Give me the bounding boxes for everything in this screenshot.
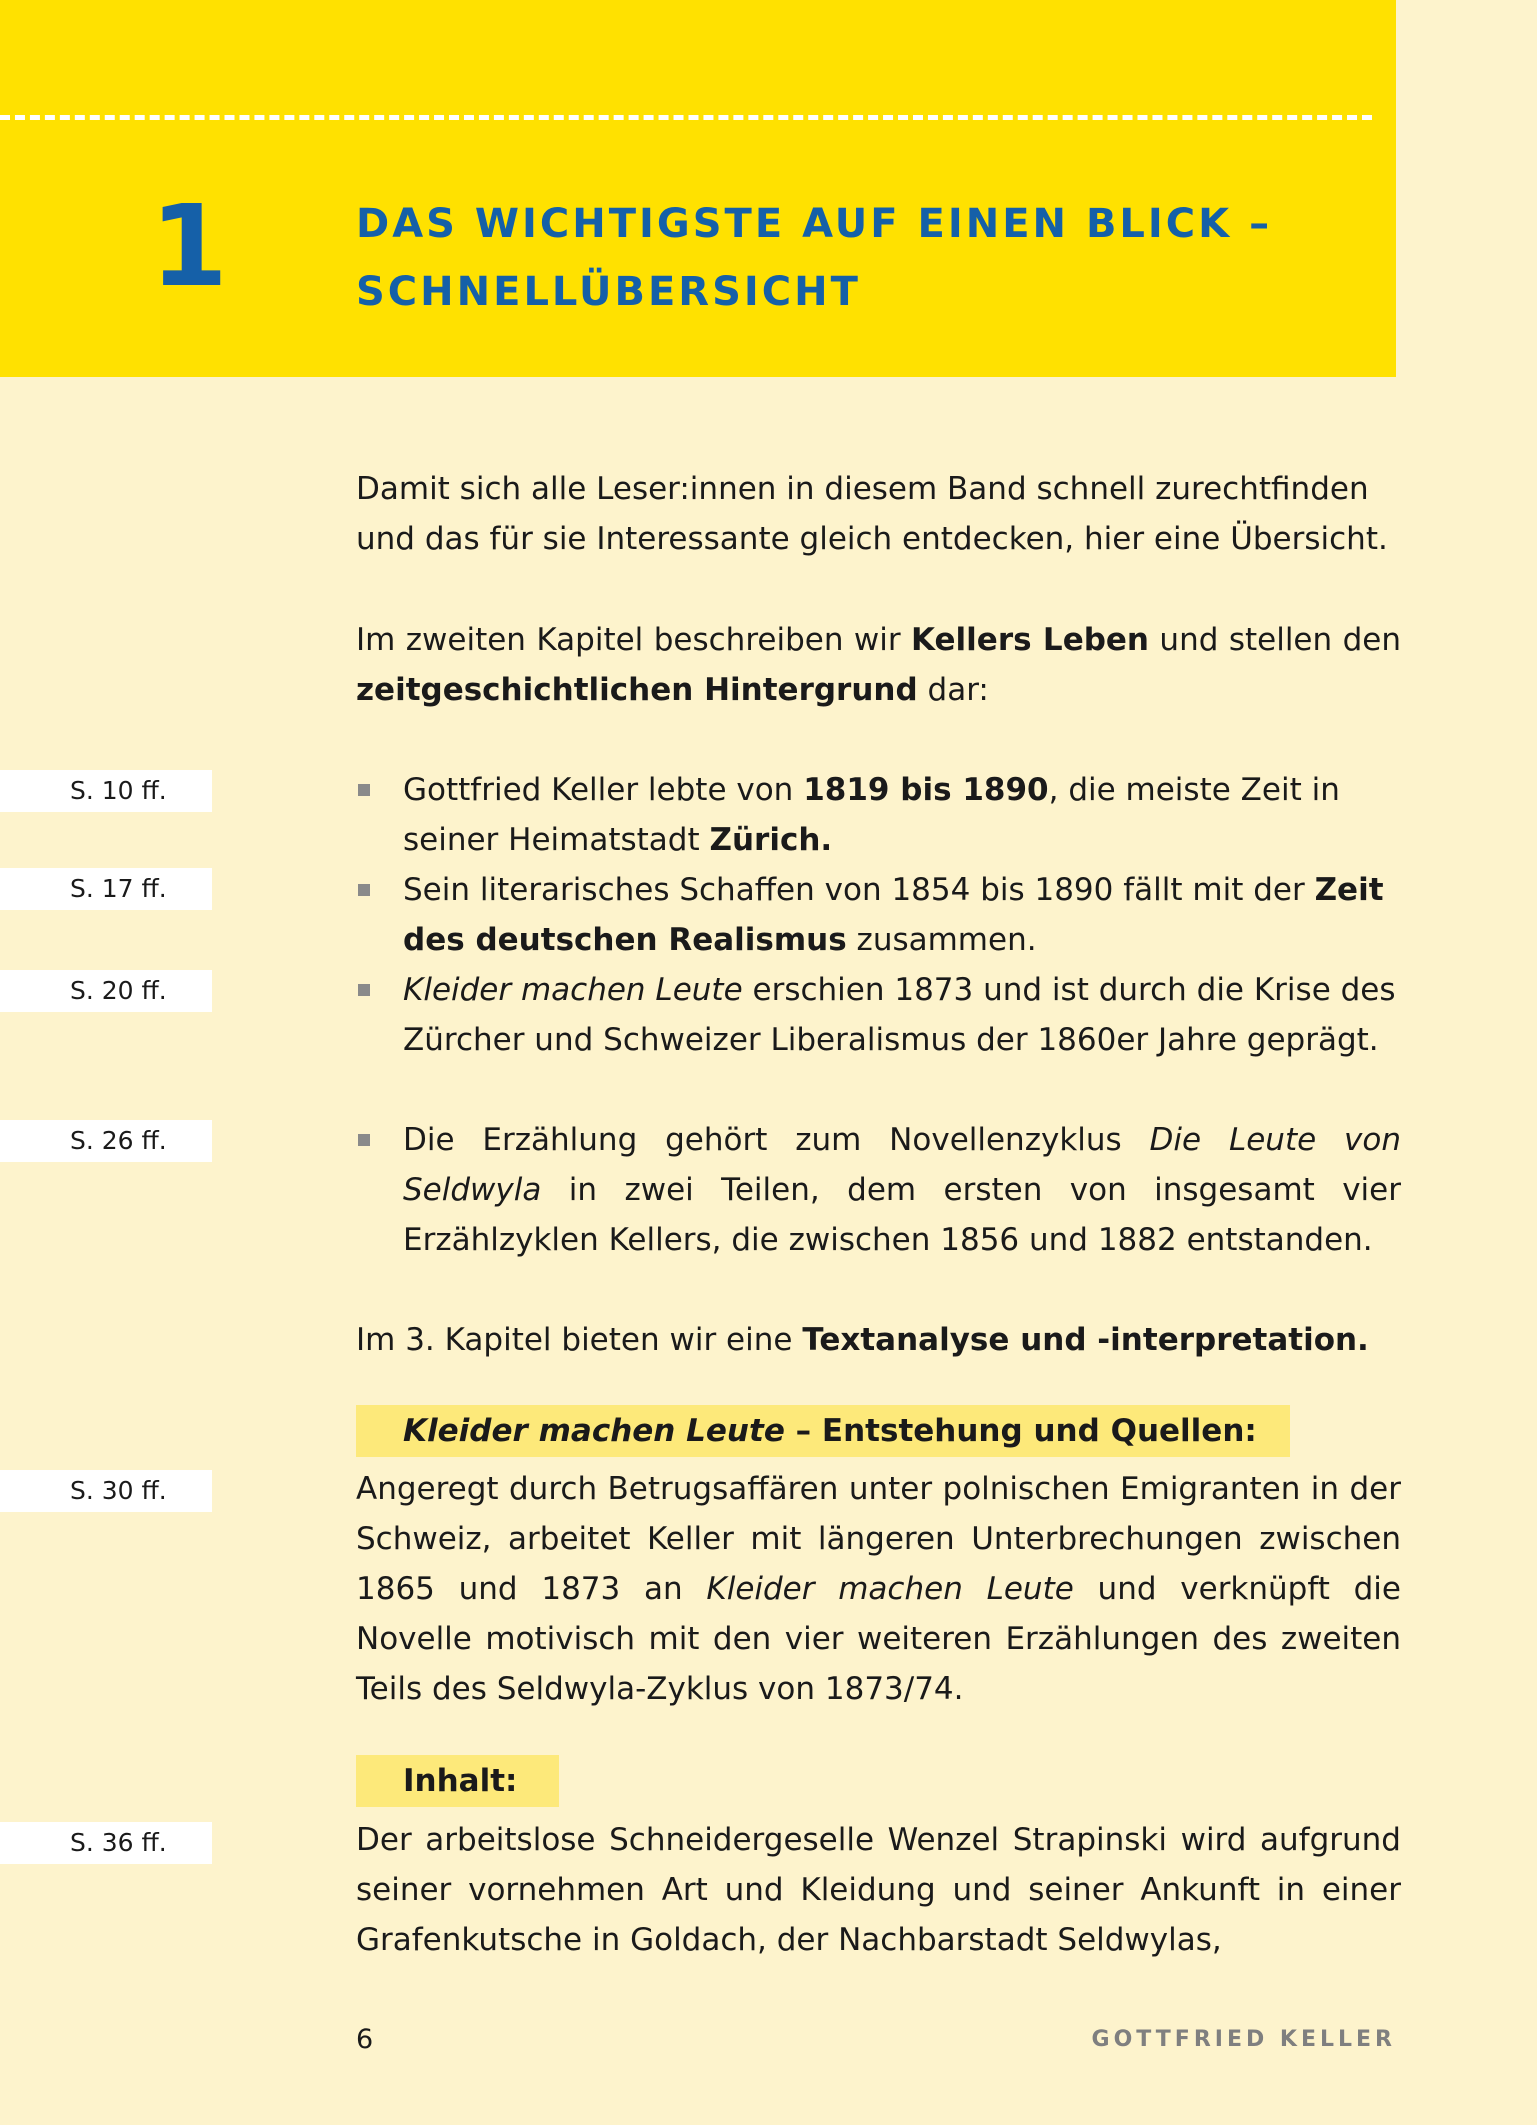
dashed-divider: [0, 115, 1372, 120]
chapter-title-line2: SCHNELLÜBERSICHT: [356, 269, 861, 315]
chapter-header: [0, 0, 1396, 377]
chapter-title: [356, 190, 1356, 326]
margin-page-ref: S. 17 ff.: [0, 868, 212, 910]
page-number: 6: [356, 2024, 374, 2055]
bullet-square-icon: [358, 884, 370, 896]
section-heading-origin: Kleider machen Leute – Entstehung und Quellen:: [356, 1405, 1290, 1457]
chapter-title-line1: DAS WICHTIGSTE AUF EINEN BLICK –: [356, 201, 1273, 247]
list-item: Kleider machen Leute erschien 1873 und ist durch die Krise des Zürcher und Schweizer Liberalismus der 1860er Jahre geprägt.: [356, 965, 1401, 1115]
content-paragraph: Der arbeitslose Schneidergeselle Wenzel Strapinski wird aufgrund seiner vornehmen Art und Kleidung und seiner Ankunft in einer Grafenkutsche in Goldach, der Nachbarstadt Seldwylas,: [356, 1822, 1401, 1958]
margin-page-ref: S. 10 ff.: [0, 770, 212, 812]
bullet-square-icon: [358, 784, 370, 796]
section-heading-content: Inhalt:: [356, 1755, 559, 1807]
margin-page-ref: S. 30 ff.: [0, 1470, 212, 1512]
margin-page-ref: S. 20 ff.: [0, 970, 212, 1012]
bullet-square-icon: [358, 1134, 370, 1146]
bullet-square-icon: [358, 984, 370, 996]
running-footer-author: GOTTFRIED KELLER: [1091, 2027, 1396, 2052]
list-item: Gottfried Keller lebte von 1819 bis 1890, die meiste Zeit in seiner Heimatstadt Zürich.: [356, 765, 1401, 865]
margin-page-ref: S. 26 ff.: [0, 1120, 212, 1162]
chapter-number: 1: [150, 182, 228, 312]
chapter3-paragraph: Im 3. Kapitel bieten wir eine Textanalyse und -interpretation.: [356, 1322, 1369, 1358]
intro-paragraph-2: Im zweiten Kapitel beschreiben wir Kellers Leben und stellen den zeitgeschichtlichen Hintergrund dar:: [356, 622, 1401, 708]
list-item: Die Erzählung gehört zum Novellenzyklus Die Leute von Seldwyla in zwei Teilen, dem ersten von insgesamt vier Erzählzyklen Kellers, die zwischen 1856 und 1882 entstanden.: [356, 1115, 1401, 1265]
list-item: Sein literarisches Schaffen von 1854 bis 1890 fällt mit der Zeit des deutschen Realismus zusammen.: [356, 865, 1401, 965]
bullet-list: [356, 765, 1401, 1265]
margin-page-ref: S. 36 ff.: [0, 1822, 212, 1864]
origin-paragraph: Angeregt durch Betrugsaffären unter polnischen Emigranten in der Schweiz, arbeitet Keller mit längeren Unterbrechungen zwischen 1865 und 1873 an Kleider machen Leute und verknüpft die Novelle motivisch mit den vier weiteren Erzählungen des zweiten Teils des Seldwyla-Zyklus von 1873/74.: [356, 1471, 1401, 1707]
intro-paragraph-1: Damit sich alle Leser:innen in diesem Band schnell zurechtfinden und das für sie Interessante gleich entdecken, hier eine Übersicht.: [356, 471, 1388, 557]
